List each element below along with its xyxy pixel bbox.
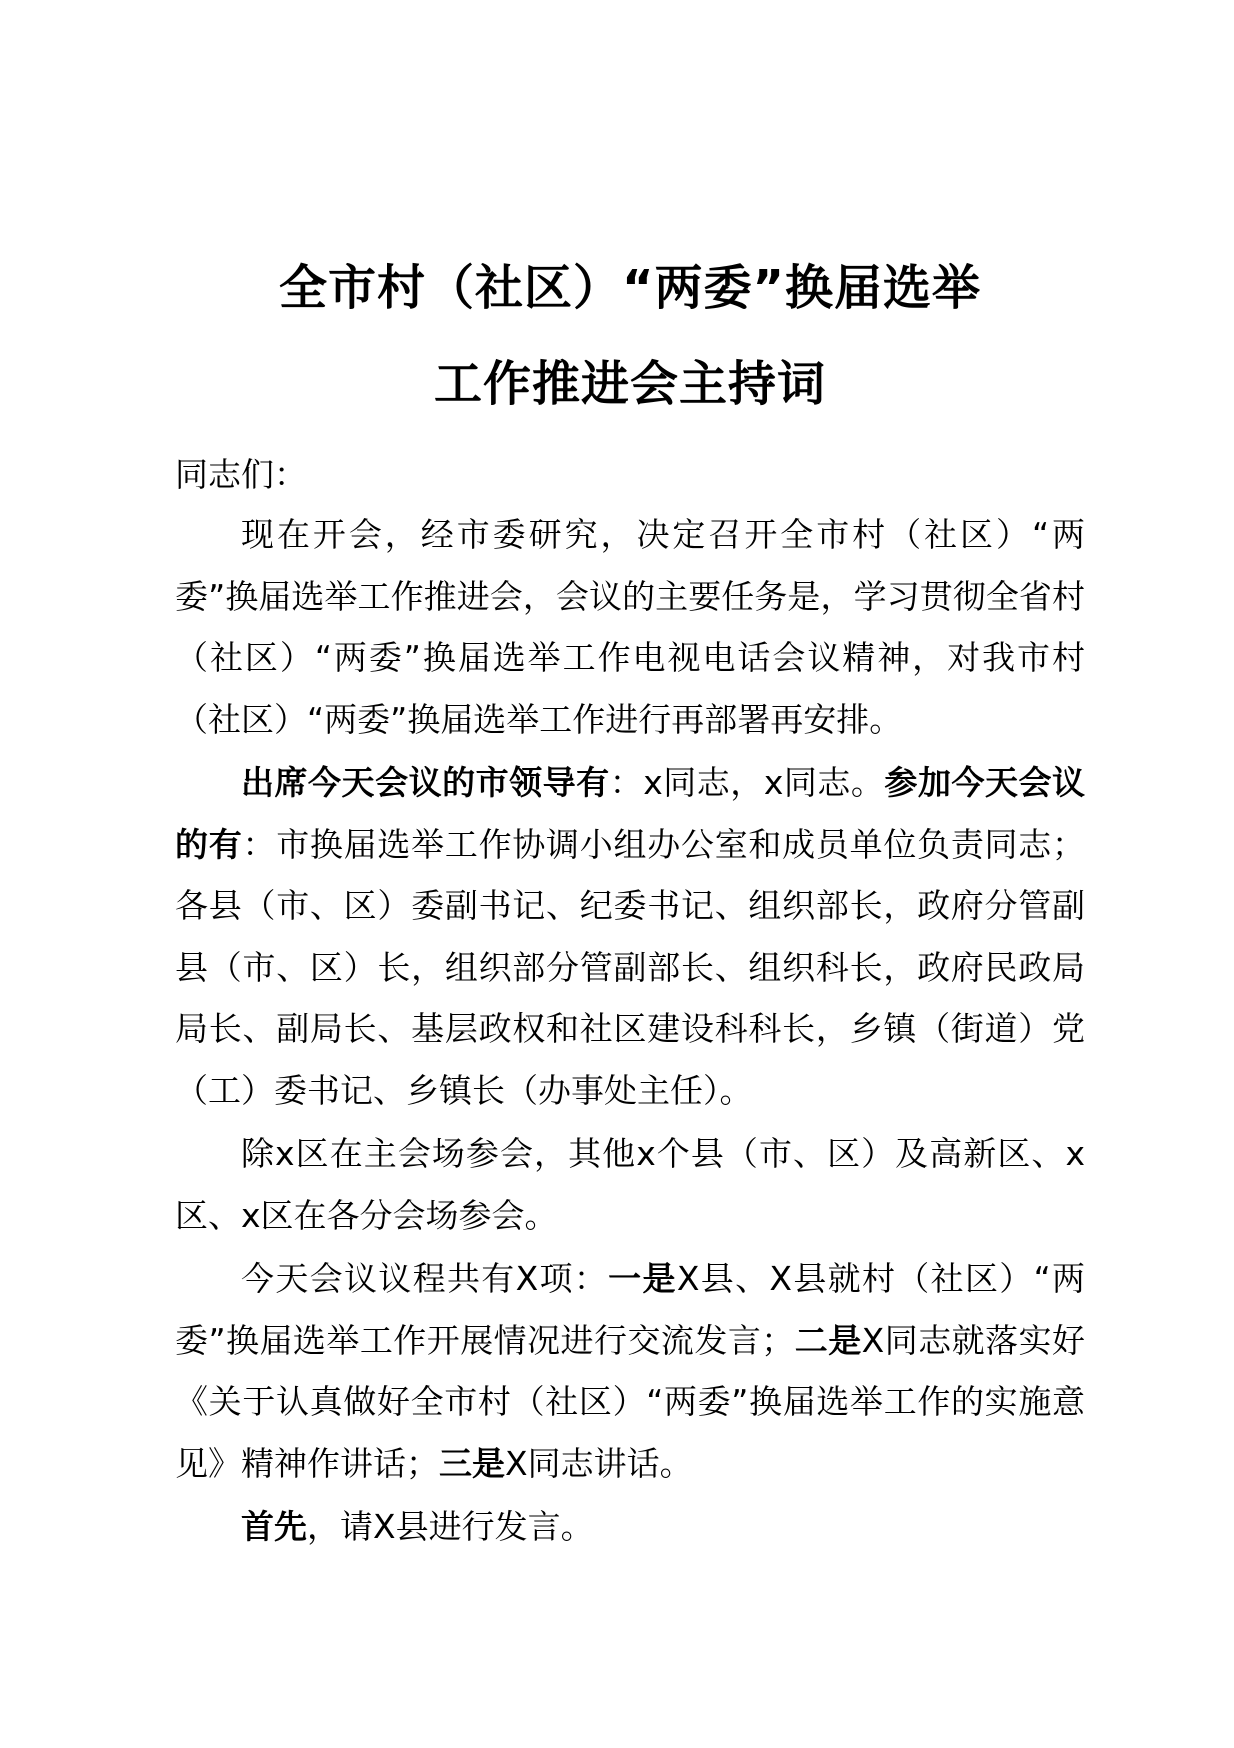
agenda-item-1-text: X县、X县就村（社区）“两委”换届选举工作开展情况进行交流发言； (175, 1259, 1086, 1360)
paragraph-agenda (175, 1248, 1085, 1494)
title-line-1: 全市村（社区）“两委”换届选举 (278, 260, 982, 316)
title-line-2: 工作推进会主持词 (433, 356, 826, 412)
agenda-item-3-label: 三是 (439, 1443, 505, 1483)
document-title (175, 240, 1085, 432)
paragraph-first-speaker (175, 1496, 1085, 1558)
first-text: ，请X县进行发言。 (307, 1507, 594, 1546)
leaders-text: ：x同志，x同志。 (609, 763, 885, 802)
first-label: 首先 (241, 1507, 307, 1546)
leaders-label: 出席今天会议的市领导有 (241, 763, 610, 802)
agenda-item-2-text: X同志就落实好《关于认真做好全市村（社区）“两委”换届选举工作的实施意见》精神作讲话； (175, 1320, 1086, 1483)
paragraph-attendees (175, 752, 1085, 1121)
participants-text: ：市换届选举工作协调小组办公室和成员单位负责同志；各县（市、区）委副书记、纪委书记、组织部长，政府分管副县（市、区）长，组织部分管副部长、组织科长，政府民政局局长、副局长、基层政权和社区建设科科长，乡镇（街道）党（工）委书记、乡镇长（办事处主任）。 (175, 824, 1086, 1110)
greeting: 同志们： (175, 455, 307, 494)
document-page (175, 240, 1085, 1558)
paragraph-venues: 除x区在主会场参会，其他x个县（市、区）及高新区、x区、x区在各分会场参会。 (175, 1134, 1085, 1235)
agenda-item-3-text: X同志讲话。 (505, 1443, 693, 1483)
agenda-item-2-label: 二是 (794, 1320, 862, 1360)
participants-label: 参加今天会议的有 (175, 763, 1086, 864)
agenda-intro: 今天会议议程共有X项： (241, 1259, 609, 1298)
agenda-item-1-label: 一是 (608, 1259, 677, 1298)
paragraph-opening: 现在开会，经市委研究，决定召开全市村（社区）“两委”换届选举工作推进会，会议的主要任务是，学习贯彻全省村（社区）“两委”换届选举工作电视电话会议精神，对我市村（社区）“两委”换届选举工作进行再部署再安排。 (175, 515, 1085, 739)
